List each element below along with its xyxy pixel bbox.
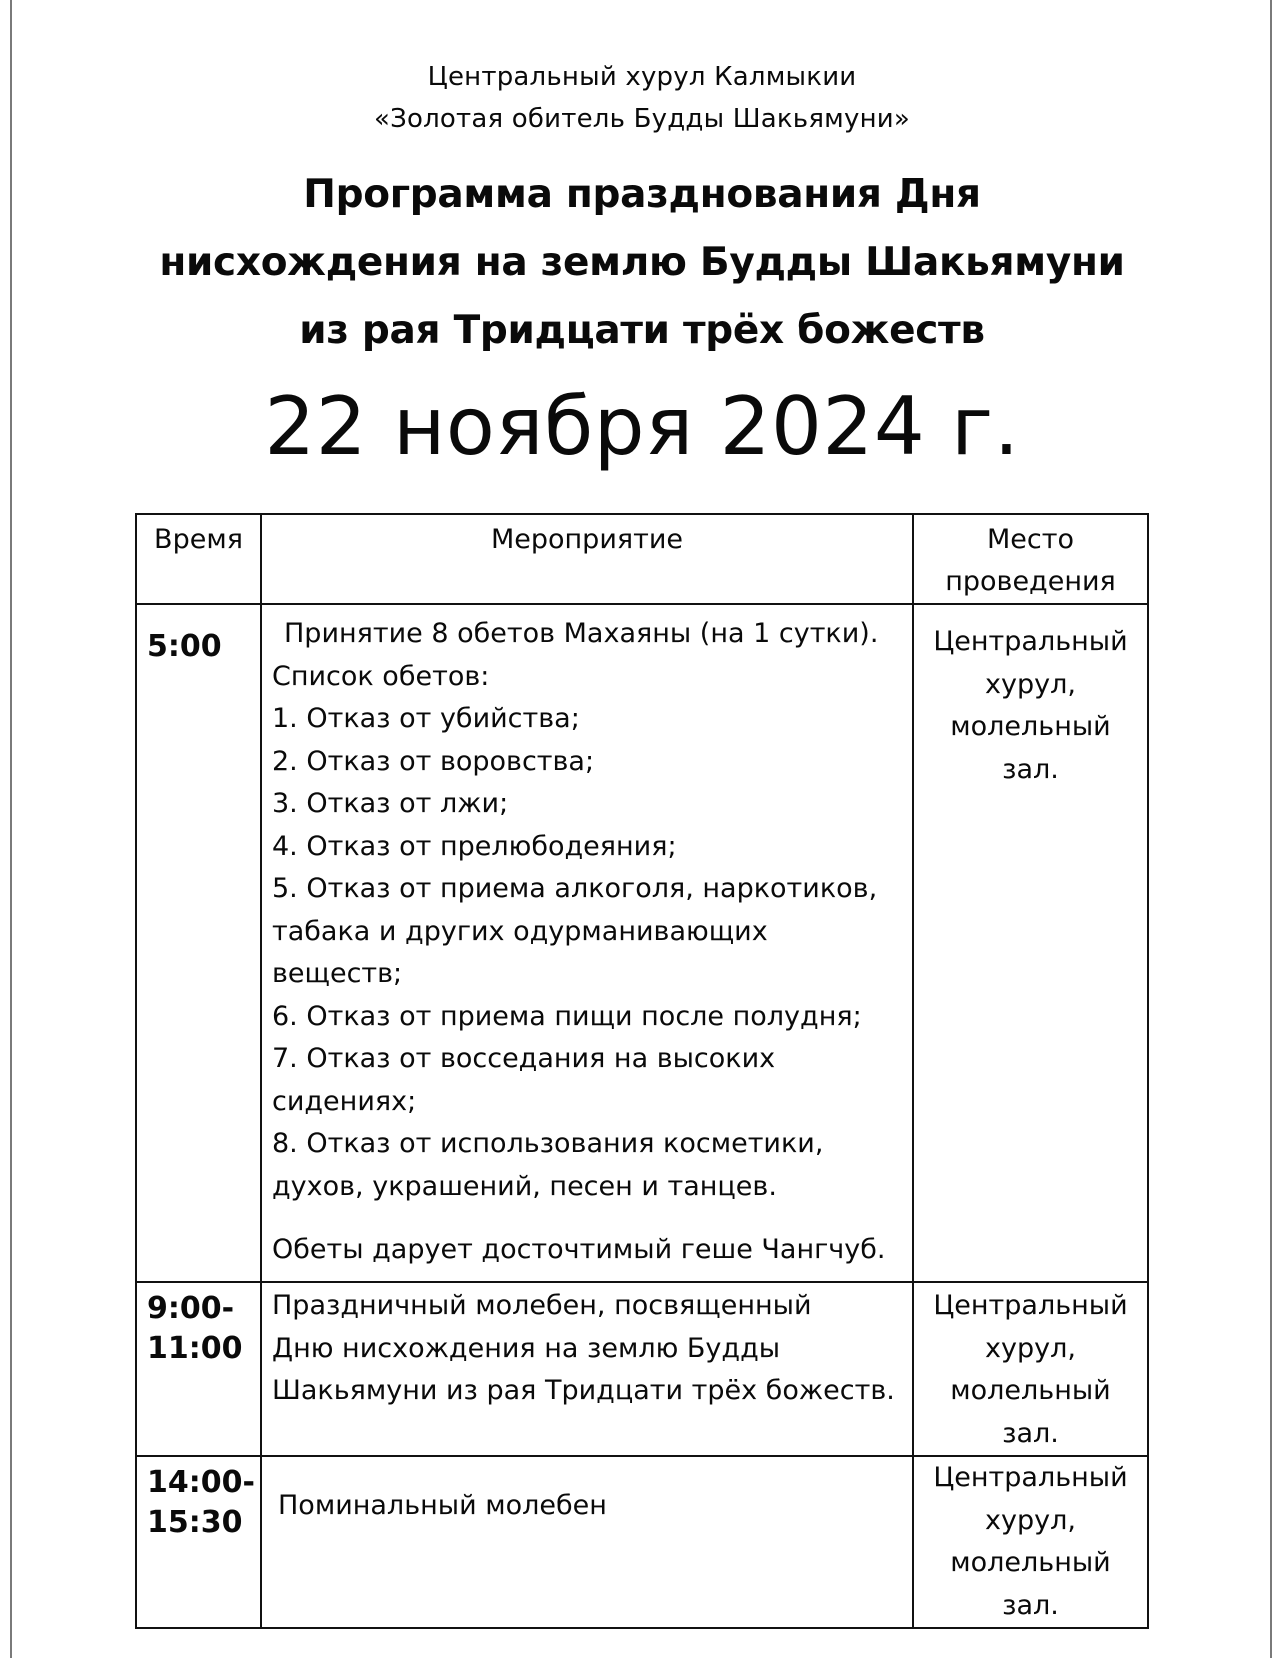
time-value: 5:00 <box>147 629 222 664</box>
place-line: зал. <box>1002 753 1059 785</box>
time-cell <box>136 1282 261 1456</box>
place-cell <box>913 1282 1148 1456</box>
vows-heading: Список обетов: <box>272 660 490 692</box>
event-line: Поминальный молебен <box>278 1490 607 1521</box>
column-header-place-label <box>914 515 1147 603</box>
vow-item: сидениях; <box>272 1085 417 1117</box>
time-cell <box>136 1456 261 1628</box>
vow-item: 5. Отказ от приема алкоголя, наркотиков, <box>272 873 878 904</box>
organization-name: Центральный хурул Калмыкии <box>427 62 857 92</box>
vow-item: табака и других одурманивающих <box>272 915 768 947</box>
time-start: 9:00- <box>147 1291 235 1326</box>
place-line: Центральный <box>933 1462 1128 1493</box>
vow-item: 8. Отказ от использования косметики, <box>272 1128 824 1159</box>
vow-item: веществ; <box>272 958 403 989</box>
place-line: молельный <box>950 711 1111 742</box>
organization-subtitle: «Золотая обитель Будды Шакьямуни» <box>374 104 910 134</box>
event-line: Праздничный молебен, посвященный <box>272 1290 812 1321</box>
event-cell <box>261 1282 913 1456</box>
column-header-time-label: Время <box>154 524 243 555</box>
program-title-line-1: Программа празднования Дня <box>303 172 981 217</box>
table-row <box>136 1282 1148 1456</box>
place-line: молельный <box>950 1547 1111 1578</box>
time-end: 15:30 <box>147 1505 243 1540</box>
vow-item: 1. Отказ от убийства; <box>272 703 580 734</box>
column-header-event <box>261 514 913 604</box>
event-cell <box>261 604 913 1282</box>
vow-item: 6. Отказ от приема пищи после полудня; <box>272 1000 862 1032</box>
vow-item: 7. Отказ от восседания на высоких <box>272 1043 776 1074</box>
place-line: хурул, <box>985 1332 1076 1364</box>
place-line: зал. <box>1002 1589 1059 1621</box>
column-header-event-label: Мероприятие <box>490 524 684 555</box>
place-line: Центральный <box>933 1290 1128 1321</box>
place-cell <box>913 604 1148 1282</box>
place-cell <box>913 1456 1148 1628</box>
column-header-place <box>913 514 1148 604</box>
time-start: 14:00- <box>147 1465 255 1500</box>
place-line: хурул, <box>985 668 1076 700</box>
column-header-place-line-2: проведения <box>945 566 1116 597</box>
place-line: хурул, <box>985 1504 1076 1536</box>
time-end: 11:00 <box>147 1331 243 1366</box>
table-header-row <box>136 514 1148 604</box>
table-row <box>136 604 1148 1282</box>
place-line: молельный <box>950 1375 1111 1406</box>
event-line: Дню нисхождения на землю Будды <box>272 1332 781 1364</box>
event-intro: Принятие 8 обетов Махаяны (на 1 сутки). <box>284 618 879 649</box>
column-header-place-line-1: Место <box>987 524 1074 555</box>
table-row <box>136 1456 1148 1628</box>
program-title-line-2: нисхождения на землю Будды Шакьямуни <box>159 240 1125 285</box>
place-line: Центральный <box>933 626 1128 657</box>
time-cell <box>136 604 261 1282</box>
vow-item: 2. Отказ от воровства; <box>272 745 595 777</box>
place-line: зал. <box>1002 1417 1059 1449</box>
vow-donor-note: Обеты дарует досточтимый геше Чангчуб. <box>272 1234 886 1265</box>
event-date: 22 ноября 2024 г. <box>264 380 1020 473</box>
vow-item: 3. Отказ от лжи; <box>272 788 509 819</box>
vow-item: духов, украшений, песен и танцев. <box>272 1170 777 1202</box>
program-title-line-3: из рая Тридцати трёх божеств <box>299 308 985 353</box>
column-header-time <box>136 514 261 604</box>
vow-item: 4. Отказ от прелюбодеяния; <box>272 830 677 862</box>
event-cell <box>261 1456 913 1628</box>
schedule-table <box>135 513 1149 1629</box>
event-line: Шакьямуни из рая Тридцати трёх божеств. <box>272 1375 895 1406</box>
